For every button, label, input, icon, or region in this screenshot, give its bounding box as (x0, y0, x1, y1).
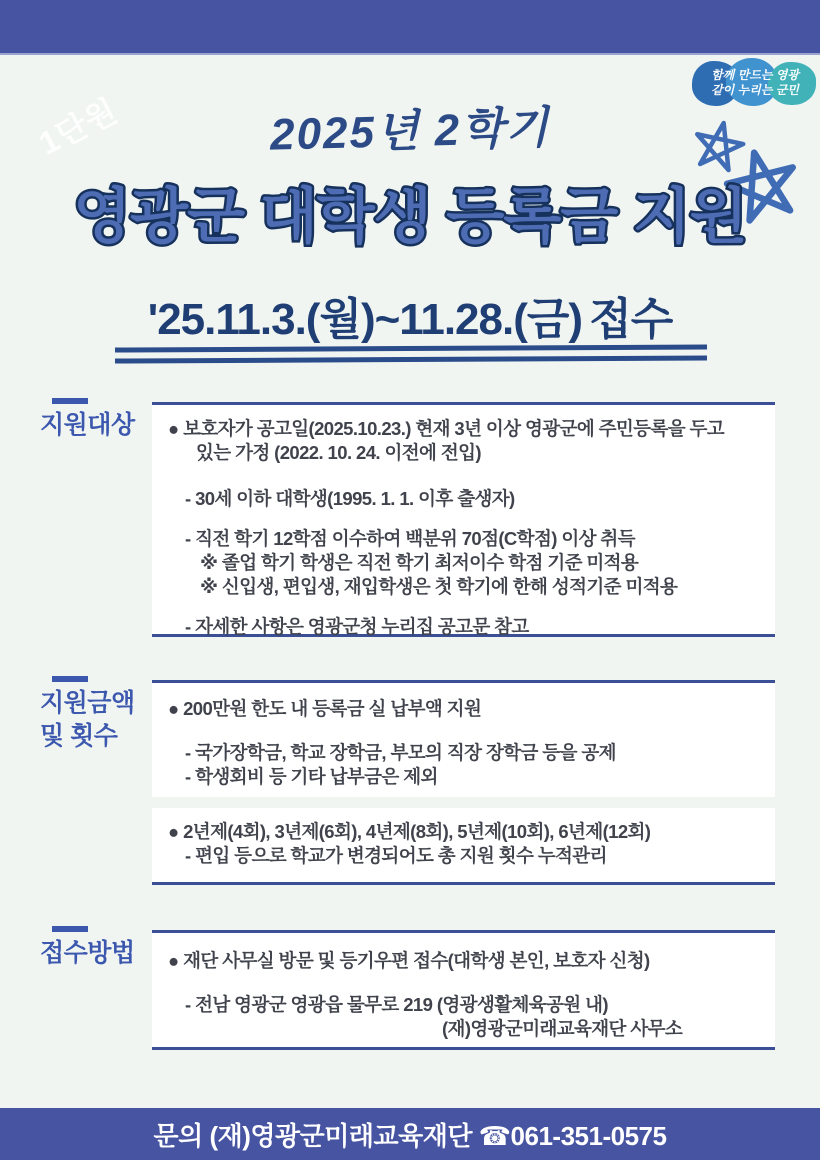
section1-label-text: 지원대상 (40, 411, 135, 439)
section1-dash (52, 398, 88, 404)
section3-label (40, 937, 135, 970)
section2-label-text-line1: 지원금액 (40, 689, 135, 717)
section2-label-text-line2: 및 횟수 (40, 722, 118, 750)
section1-box (152, 402, 775, 637)
logo-slogan (692, 58, 818, 108)
text-line: - 직전 학기 12학점 이수하여 백분위 70점(C학점) 이상 취득 (185, 528, 635, 549)
section3-label-text: 접수방법 (40, 939, 135, 967)
text-line: ※ 졸업 학기 학생은 직전 학기 최저이수 학점 기준 미적용 (200, 552, 639, 573)
section1-label (40, 409, 135, 442)
text-line: ※ 신입생, 편입생, 재입학생은 첫 학기에 한해 성적기준 미적용 (200, 576, 678, 597)
top-bar (0, 0, 820, 55)
section2-box-count (152, 808, 775, 885)
logo-slogan-line2: 같이 누리는 군민 (711, 83, 799, 97)
watermark-stamp: 1단원 (33, 91, 124, 162)
poster-title: 영광군 대학생 등록금 지원 (73, 183, 747, 250)
section2-label (40, 687, 135, 753)
section2-dash (52, 676, 88, 682)
text-line: ● 보호자가 공고일(2025.10.23.) 현재 3년 이상 영광군에 주민등록을 두고 (168, 418, 725, 439)
text-line: ● 200만원 한도 내 등록금 실 납부액 지원 (168, 698, 482, 719)
county-logo (692, 58, 818, 108)
semester-heading: 2025년 2학기 (269, 103, 551, 160)
divider-line-bottom (115, 355, 707, 363)
text-line: - 전남 영광군 영광읍 물무로 219 (영광생활체육공원 내) (185, 994, 608, 1015)
text-line: - 편입 등으로 학교가 변경되어도 총 지원 횟수 누적관리 (185, 845, 607, 866)
text-line: - 자세한 사항은 영광군청 누리집 공고문 참고 (185, 616, 529, 637)
application-period: '25.11.3.(월)~11.28.(금) 접수 (147, 295, 673, 344)
section3-box (152, 930, 775, 1050)
logo-slogan-line1: 함께 만드는 영광 (711, 68, 799, 82)
footer-bar (0, 1108, 820, 1160)
footer-contact: 문의 (재)영광군미래교육재단 ☎061-351-0575 (153, 1120, 667, 1151)
text-line: 있는 가정 (2022. 10. 24. 이전에 전입) (196, 442, 481, 463)
text-line: ● 2년제(4회), 3년제(6회), 4년제(8회), 5년제(10회), 6년제(12회) (168, 821, 651, 842)
section3-dash (52, 926, 88, 932)
text-line: - 학생회비 등 기타 납부금은 제외 (185, 766, 438, 787)
text-line: ● 재단 사무실 방문 및 등기우편 접수(대학생 본인, 보호자 신청) (168, 950, 650, 971)
text-line: - 30세 이하 대학생(1995. 1. 1. 이후 출생자) (185, 488, 515, 509)
section2-box-amount (152, 680, 775, 797)
text-line: - 국가장학금, 학교 장학금, 부모의 직장 장학금 등을 공제 (185, 742, 616, 763)
text-line: (재)영광군미래교육재단 사무소 (442, 1018, 683, 1039)
